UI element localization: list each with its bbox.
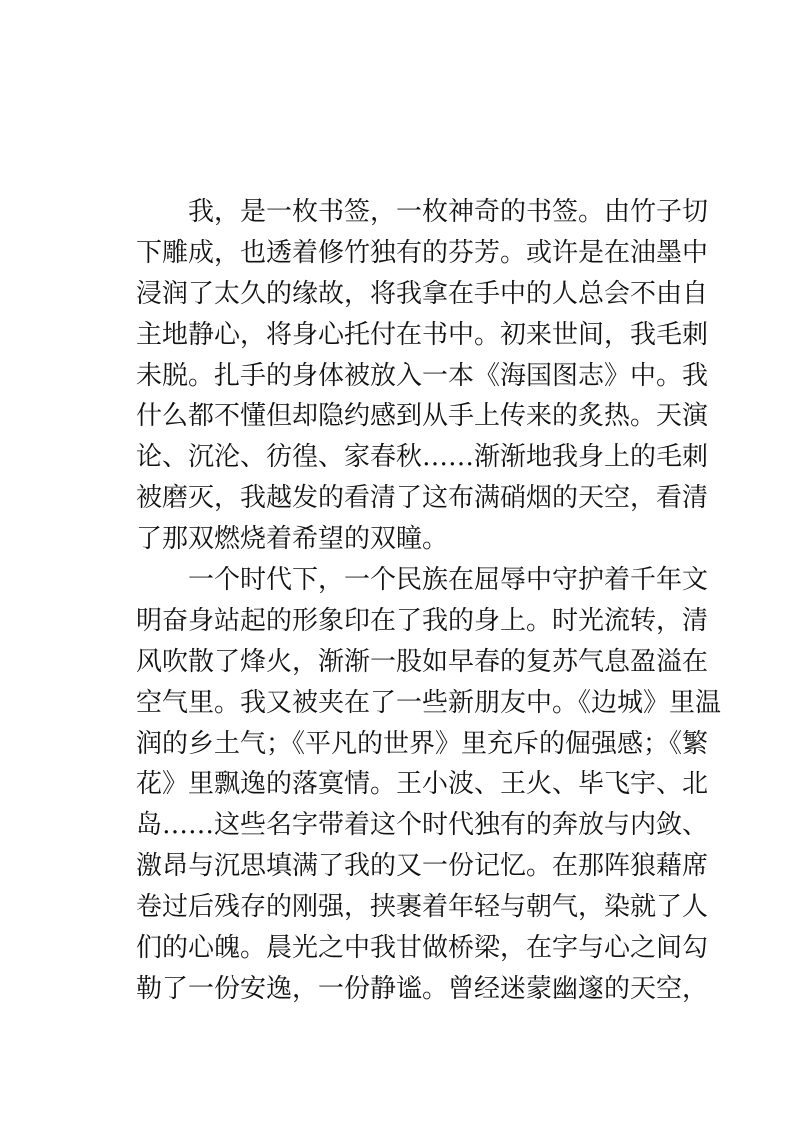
text-line: 了那双燃烧着希望的双瞳。 <box>136 524 449 555</box>
text-line: 勒了一份安逸，一份静谧。曾经迷蒙幽邃的天空， <box>136 973 709 1004</box>
text-line: 主地静心，将身心托付在书中。初来世间，我毛刺 <box>136 319 709 350</box>
text-line: 未脱。扎手的身体被放入一本《海国图志》中。我 <box>136 360 709 391</box>
text-line: 我，是一枚书签，一枚神奇的书签。由竹子切 <box>136 197 709 227</box>
text-line: 被磨灭，我越发的看清了这布满硝烟的天空，看清 <box>136 483 709 514</box>
essay-body <box>136 192 722 1010</box>
text-line: 论、沉沦、彷徨、家春秋……渐渐地我身上的毛刺 <box>136 442 709 473</box>
text-line: 卷过后残存的刚强，挟裹着年轻与朝气，染就了人 <box>136 892 709 923</box>
text-line: 什么都不懂但却隐约感到从手上传来的炙热。天演 <box>136 401 709 432</box>
text-line: 激昂与沉思填满了我的又一份记忆。在那阵狼藉席 <box>136 851 709 882</box>
text-line: 们的心魄。晨光之中我甘做桥梁，在字与心之间勾 <box>136 933 709 964</box>
text-line: 岛……这些名字带着这个时代独有的奔放与内敛、 <box>136 810 709 841</box>
text-line: 下雕成，也透着修竹独有的芬芳。或许是在油墨中 <box>136 237 709 268</box>
text-line: 润的乡土气；《平凡的世界》里充斥的倔强感；《繁 <box>136 728 709 759</box>
text-line: 一个时代下，一个民族在屈辱中守护着千年文 <box>136 565 709 596</box>
text-line: 风吹散了烽火，渐渐一股如早春的复苏气息盈溢在 <box>136 646 709 677</box>
text-line: 明奋身站起的形象印在了我的身上。时光流转，清 <box>136 605 709 636</box>
text-line: 空气里。我又被夹在了一些新朋友中。《边城》里温 <box>136 687 722 718</box>
text-line: 浸润了太久的缘故，将我拿在手中的人总会不由自 <box>136 278 709 309</box>
text-line: 花》里飘逸的落寞情。王小波、王火、毕飞宇、北 <box>136 769 709 800</box>
